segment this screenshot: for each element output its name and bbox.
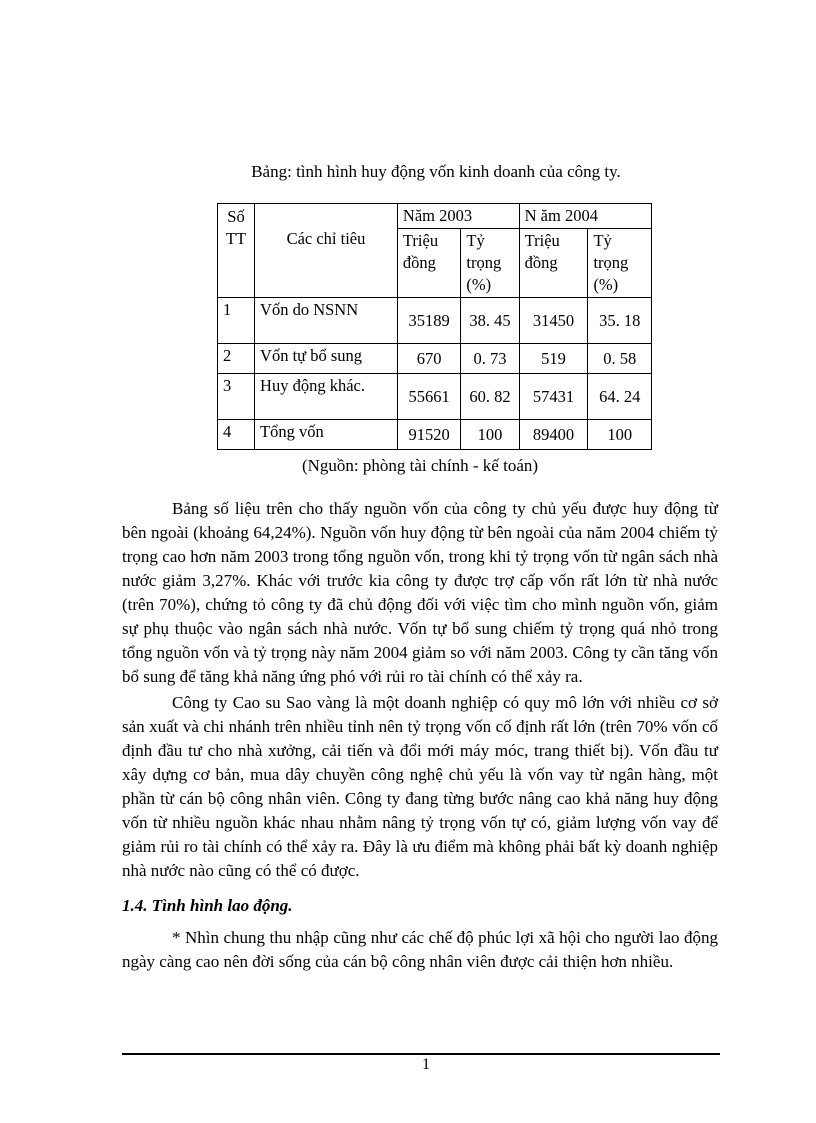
row-name: Tổng vốn <box>255 420 398 450</box>
table-row <box>218 298 652 344</box>
row-value-2003: 670 <box>397 344 461 374</box>
header-indicator: Các chỉ tiêu <box>255 204 398 298</box>
row-value-2004: 31450 <box>519 298 588 344</box>
row-ratio-2003: 0. 73 <box>461 344 519 374</box>
paragraph-company-description: Công ty Cao su Sao vàng là một doanh nghiệp có quy mô lớn với nhiều cơ sở sản xuất và chi nhánh trên nhiều tỉnh nên tỷ trọng vốn cố định rất lớn (trên 70% vốn cố định đầu tư cho nhà xưởng, cải tiến và đổi mới máy móc, trang thiết bị). Vốn đầu tư xây dựng cơ bản, mua dây chuyền công nghệ chủ yếu là vốn vay từ ngân hàng, một phần từ cán bộ công nhân viên. Công ty đang từng bước nâng cao khả năng huy động vốn từ nhiều nguồn khác nhau nhằm nâng tỷ trọng vốn tự có, giảm lượng vốn vay để giảm rủi ro tài chính có thể xảy ra. Đây là ưu điểm mà không phải bất kỳ doanh nghiệp nhà nước nào cũng có thể có được. <box>122 693 718 880</box>
row-name: Vốn tự bổ sung <box>255 344 398 374</box>
header-year-2004: N ăm 2004 <box>519 204 651 229</box>
row-name: Huy động khác. <box>255 374 398 420</box>
row-ratio-2003: 100 <box>461 420 519 450</box>
row-ratio-2004: 100 <box>588 420 652 450</box>
row-ratio-2003: 38. 45 <box>461 298 519 344</box>
capital-table <box>217 203 652 450</box>
subheader-ratio-2004: Tỷ trọng (%) <box>588 229 652 298</box>
table-source-note: (Nguồn: phòng tài chính - kế toán) <box>301 456 539 475</box>
paragraph-labor: * Nhìn chung thu nhập cũng như các chế độ phúc lợi xã hội cho người lao động ngày càng cao nên đời sống của cán bộ công nhân viên được cải thiện hơn nhiều. <box>122 928 718 971</box>
paragraph-capital-analysis: Bảng số liệu trên cho thấy nguồn vốn của công ty chủ yếu được huy động từ bên ngoài (khoảng 64,24%). Nguồn vốn huy động từ bên ngoài của năm 2004 chiếm tỷ trọng cao hơn năm 2003 trong tổng nguồn vốn, trong khi tỷ trọng vốn từ ngân sách nhà nước giảm 3,27%. Khác với trước kia công ty được trợ cấp vốn rất lớn từ nhà nước (trên 70%), chứng tỏ công ty đã chủ động đối với việc tìm cho mình nguồn vốn, giảm sự phụ thuộc vào ngân sách nhà nước. Vốn tự bổ sung chiếm tỷ trọng quá nhỏ trong tổng nguồn vốn và tỷ trọng này năm 2004 giảm so với năm 2003. Công ty cần tăng vốn bổ sung để tăng khả năng ứng phó với rủi ro tài chính có thể xảy ra. <box>122 499 718 686</box>
header-stt: Số TT <box>218 204 255 298</box>
footer-divider <box>122 1053 720 1055</box>
page-number: 1 <box>422 1056 430 1073</box>
section-heading: 1.4. Tình hình lao động. <box>122 896 293 915</box>
header-year-2003: Năm 2003 <box>397 204 519 229</box>
row-ratio-2004: 0. 58 <box>588 344 652 374</box>
row-number: 4 <box>218 420 255 450</box>
row-value-2004: 519 <box>519 344 588 374</box>
table-row <box>218 344 652 374</box>
table-row <box>218 420 652 450</box>
row-ratio-2004: 64. 24 <box>588 374 652 420</box>
row-name: Vốn do NSNN <box>255 298 398 344</box>
row-ratio-2003: 60. 82 <box>461 374 519 420</box>
row-number: 1 <box>218 298 255 344</box>
subheader-ratio-2003: Tỷ trọng (%) <box>461 229 519 298</box>
row-ratio-2004: 35. 18 <box>588 298 652 344</box>
table-header-row <box>218 204 652 229</box>
row-value-2003: 55661 <box>397 374 461 420</box>
row-value-2004: 89400 <box>519 420 588 450</box>
row-number: 3 <box>218 374 255 420</box>
subheader-amount-2004: Triệu đồng <box>519 229 588 298</box>
row-value-2003: 35189 <box>397 298 461 344</box>
table-caption: Bảng: tình hình huy động vốn kinh doanh của công ty. <box>251 162 621 181</box>
subheader-amount-2003: Triệu đồng <box>397 229 461 298</box>
row-number: 2 <box>218 344 255 374</box>
row-value-2003: 91520 <box>397 420 461 450</box>
table-row <box>218 374 652 420</box>
row-value-2004: 57431 <box>519 374 588 420</box>
